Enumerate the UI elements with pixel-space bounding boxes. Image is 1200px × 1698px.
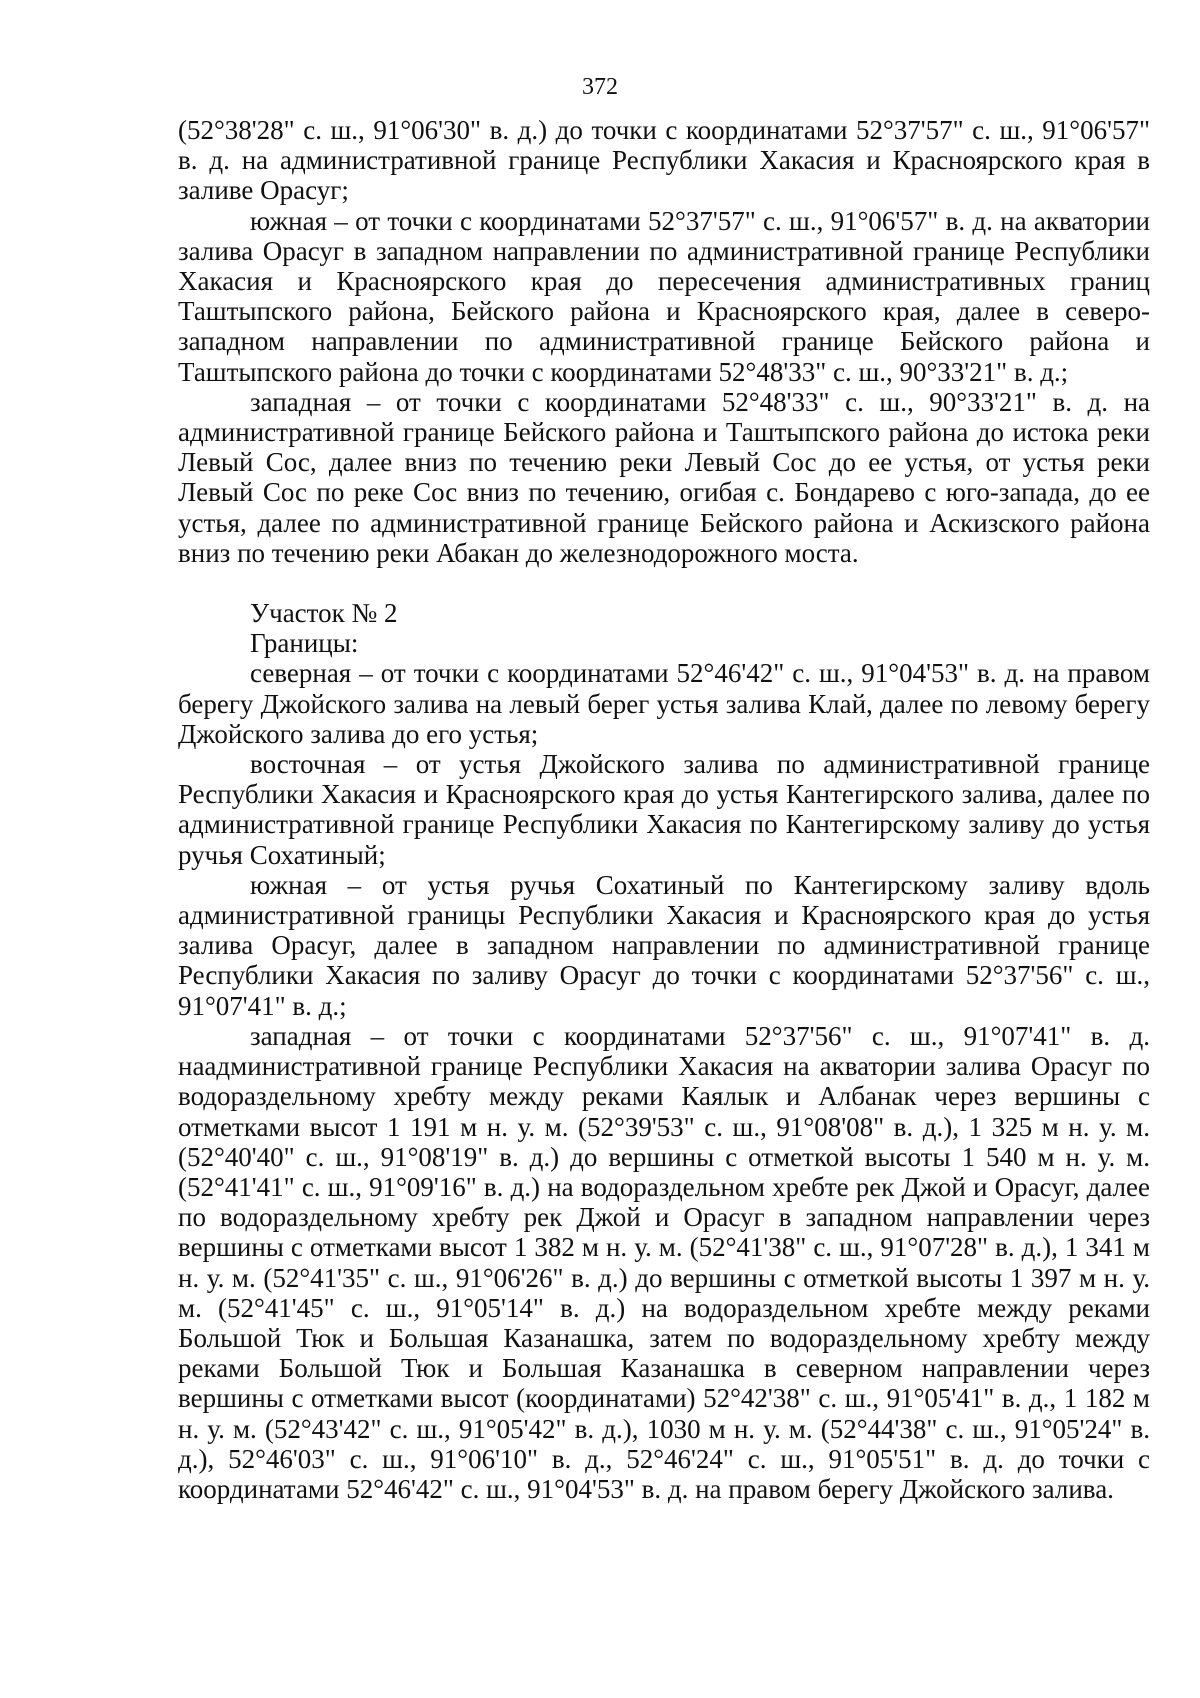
paragraph-south-border-2: южная – от устья ручья Сохатиный по Кантегирскому заливу вдоль административной границы Республики Хакасия и Красноярского края до устья залива Орасуг, далее в западном направлении по административной границе Республики Хакасия по заливу Орасуг до точки с координатами 52°37'56" с. ш., 91°07'41" в. д.; <box>178 869 1150 1021</box>
paragraph-west-border-1: западная – от точки с координатами 52°48'33" с. ш., 90°33'21" в. д. на административной границе Бейского района и Таштыпского района до истока реки Левый Сос, далее вниз по течению реки Левый Сос до ее устья, от устья реки Левый Сос по реке Сос вниз по течению, огибая с. Бондарево с юго-запада, до ее устья, далее по административной границе Бейского района и Аскизского района вниз по течению реки Абакан до железнодорожного моста. <box>178 386 1150 568</box>
borders-label: Границы: <box>250 628 359 659</box>
paragraph-north-border-2: северная – от точки с координатами 52°46'42" с. ш., 91°04'53" в. д. на правом берегу Джойского залива на левый берег устья залива Клай, далее по левому берегу Джойского залива до его устья; <box>178 658 1150 749</box>
section-gap <box>178 568 1150 598</box>
paragraph-south-border-1: южная – от точки с координатами 52°37'57" с. ш., 91°06'57" в. д. на акватории залива Орасуг в западном направлении по административной границе Республики Хакасия и Красноярского края до пересечения административных границ Таштыпского района, Бейского района и Красноярского края, далее в северо-западном направлении по административной границе Бейского района и Таштыпского района до точки с координатами 52°48'33" с. ш., 90°33'21" в. д.; <box>178 205 1150 387</box>
paragraph-continuation: (52°38'28" с. ш., 91°06'30" в. д.) до точки с координатами 52°37'57" с. ш., 91°06'57" в. д. на административной границе Республики Хакасия и Красноярского края в заливе Орасуг; <box>178 115 1150 206</box>
section-title: Участок № 2 <box>250 598 398 629</box>
document-body <box>178 115 1150 1504</box>
page-number: 372 <box>582 74 618 100</box>
paragraph-east-border-2: восточная – от устья Джойского залива по административной границе Республики Хакасия и Красноярского края до устья Кантегирского залива, далее по административной границе Республики Хакасия по Кантегирскому заливу до устья ручья Сохатиный; <box>178 749 1150 870</box>
paragraph-west-border-2: западная – от точки с координатами 52°37'56" с. ш., 91°07'41" в. д. наадминистративной границе Республики Хакасия на акватории залива Орасуг по водораздельному хребту между реками Каялык и Албанак через вершины с отметками высот 1 191 м н. у. м. (52°39'53" с. ш., 91°08'08" в. д.), 1 325 м н. у. м. (52°40'40" с. ш., 91°08'19" в. д.) до вершины с отметкой высоты 1 540 м н. у. м. (52°41'41" с. ш., 91°09'16" в. д.) на водораздельном хребте рек Джой и Орасуг, далее по водораздельному хребту рек Джой и Орасуг в западном направлении через вершины с отметками высот 1 382 м н. у. м. (52°41'38" с. ш., 91°07'28" в. д.), 1 341 м н. у. м. (52°41'35" с. ш., 91°06'26" в. д.) до вершины с отметкой высоты 1 397 м н. у. м. (52°41'45" с. ш., 91°05'14" в. д.) на водораздельном хребте между реками Большой Тюк и Большая Казанашка, затем по водораздельному хребту между реками Большой Тюк и Большая Казанашка в северном направлении через вершины с отметками высот (координатами) 52°42'38" с. ш., 91°05'41" в. д., 1 182 м н. у. м. (52°43'42" с. ш., 91°05'42" в. д.), 1030 м н. у. м. (52°44'38" с. ш., 91°05'24" в. д.), 52°46'03" с. ш., 91°06'10" в. д., 52°46'24" с. ш., 91°05'51" в. д. до точки с координатами 52°46'42" с. ш., 91°04'53" в. д. на правом берегу Джойского залива. <box>178 1020 1150 1504</box>
